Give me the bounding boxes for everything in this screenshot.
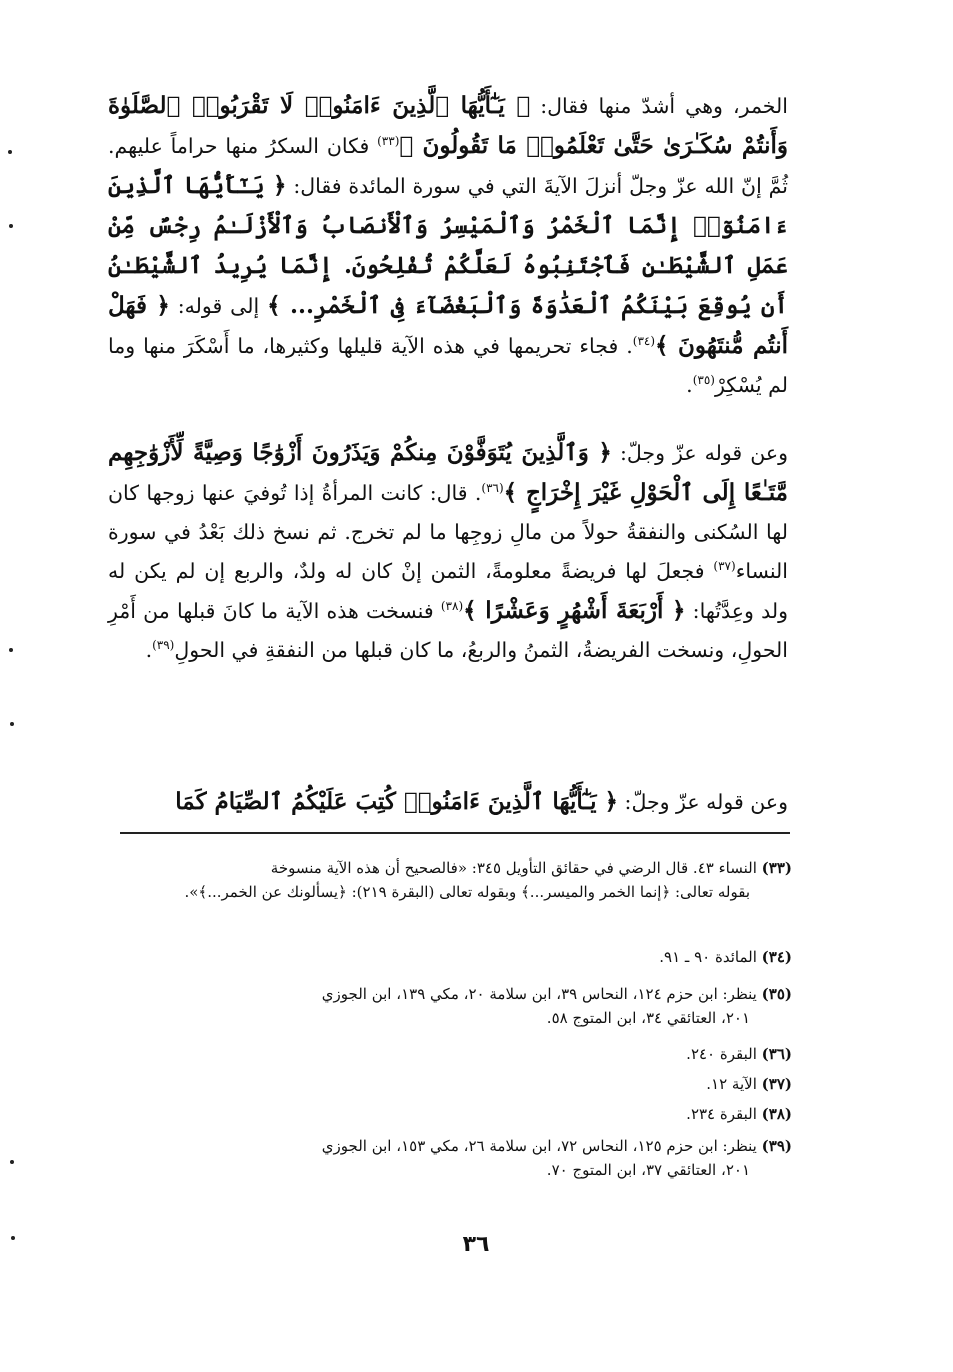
body-text-run: فكان السكرُ منها حراماً عليهم. ثُمَّ إنّ الله عزّ وجلّ أنزلَ الآيةَ التي في سورة المائدة فقال: [108,134,789,198]
footnote-38 [120,1102,792,1126]
scan-speck [9,648,13,652]
footnote-number: (٣٥) [761,985,792,1003]
footnote-37 [120,1072,792,1096]
body-text-run: . [686,373,693,397]
footnote-ref: (٣٣) [377,134,400,149]
quran-verse: ﴿ يَـٰٓأَيُّهَا ٱلَّذِينَ ءَامَنُوا۟ لَا تَقْرَبُوا۟ ٱلصَّلَوٰةَ وَأَنتُمْ سُكَـٰرَىٰ حَتَّىٰ تَعْلَمُوا۟ مَا تَقُولُونَ ﴾ [108,92,788,159]
quran-verse: ﴿ فَهَلْ أَنتُم مُّنتَهُونَ ﴾ [108,292,789,359]
body-text-run: . قال: كانت المرأةُ إذا تُوفيَ عنها زوجها كان لها السُكنى والنفقةُ حولاً من مالِ زوجِها ما لم تخرج. ثم نسخ ذلك بَعْدُ في سورة النساء [108,481,788,583]
footnote-continuation: ٢٠١، العتائقي ٣٤، ابن المتوج ٥٨. [546,1009,750,1027]
body-text-run: وعن قوله عزّ وجلّ: [611,441,788,465]
footnote-continuation: بقوله تعالى: ﴿إنما الخمر والميسر...﴾ وبقوله تعالى (البقرة ٢١٩): ﴿يسألونك عن الخمر...﴾». [184,883,750,901]
footnote-text: الآية ١٢. [706,1075,757,1093]
page-number: ٣٦ [462,1232,490,1257]
footnote-ref: (٣٨) [440,599,464,614]
quran-verse: ﴿ يَـٰٓأَيُّهَا ٱلَّذِينَ ءَامَنُوا۟ كُتِبَ عَلَيْكُمُ ٱلصِّيَامُ كَمَا [175,788,619,815]
paragraph-1 [108,86,788,405]
footnote-number: (٣٨) [761,1105,792,1123]
footnote-number: (٣٧) [761,1075,792,1093]
quran-verse: ﴿ وَٱلَّذِينَ يُتَوَفَّوْنَ مِنكُمْ وَيَذَرُونَ أَزْوَٰجًا وَصِيَّةً لِّأَزْوَٰجِهِم مَّتَـٰعًا إِلَى ٱلْحَوْلِ غَيْرَ إِخْرَاجٍ ﴾ [108,439,788,506]
footnote-ref: (٣٧) [713,559,736,574]
footnote-text: البقرة ٢٤٠. [686,1045,757,1063]
paragraph-2 [108,433,788,670]
footnote-39 [120,1134,792,1182]
body-text-run: الخمر، وهي أشدّ منها فقال: [530,94,788,118]
footnote-text: النساء ٤٣. قال الرضي في حقائق التأويل ٣٤٥: «فالصحيح أن هذه الآية منسوخة [270,859,757,877]
body-text-run: . فجاء تحريمها في هذه الآية قليلها وكثيرها، ما أَسْكَرَ منها وما لم يُسْكِرْ [108,334,788,397]
footnote-text: المائدة ٩٠ ـ ٩١. [659,948,757,966]
footnote-number: (٣٣) [761,859,792,877]
footnote-ref: (٣٤) [632,334,656,349]
scan-speck [8,150,12,154]
footnote-33 [120,856,792,904]
body-text-run: . [145,638,153,662]
footnote-34 [120,945,792,969]
footnote-text: ينظر: ابن حزم ١٢٥، النحاس ٧٢، ابن سلامة ٢٦، مكي ١٥٣، ابن الجوزي [321,1137,757,1155]
scan-speck [9,224,13,228]
paragraph-3 [108,782,788,822]
body-text-run: إلى قوله: [169,294,268,318]
footnote-number: (٣٤) [761,948,792,966]
footnote-35 [120,982,792,1030]
footnote-36 [120,1042,792,1066]
footnote-ref: (٣٥) [692,373,715,388]
body-text-run: فنسخت هذه الآية ما كانَ قبلها من أَمْرِ الحولِ، ونسخت الفريضةُ، الثمنُ والربعُ، ما كان قبلها من النفقةِ في الحولِ [108,599,788,662]
footnote-continuation: ٢٠١، العتائقي ٣٧، ابن المتوج ٧٠. [546,1161,750,1179]
footnote-number: (٣٩) [761,1137,792,1155]
scan-speck [10,722,14,726]
footnote-ref: (٣٦) [481,481,504,496]
scan-speck [11,1236,15,1240]
quran-verse: ﴿ أَرْبَعَةَ أَشْهُرٍ وَعَشْرًا ﴾ [463,597,686,624]
footnote-divider [120,832,790,834]
footnote-text: ينظر: ابن حزم ١٢٤، النحاس ٣٩، ابن سلامة ٢٠، مكي ١٣٩، ابن الجوزي [321,985,757,1003]
footnote-ref: (٣٩) [152,638,175,653]
body-text-run: وعن قوله عزّ وجلّ: [618,790,788,814]
quran-verse: ﴿ يَـٰٓأَيُّهَا ٱلَّذِينَ ءَامَنُوٓا۟ إِنَّمَا ٱلْخَمْرُ وَٱلْمَيْسِرُ وَٱلْأَنصَابُ وَٱلْأَزْلَـٰمُ رِجْسٌ مِّنْ عَمَلِ ٱلشَّيْطَـٰنِ فَٱجْتَنِبُوهُ لَعَلَّكُمْ تُفْلِحُونَ. إِنَّمَا يُرِيدُ ٱلشَّيْطَـٰنُ أَن يُوقِعَ بَيْنَكُمُ ٱلْعَدَٰوَةَ وَٱلْبَغْضَآءَ فِى ٱلْخَمْرِ... ﴾ [108,172,788,319]
scan-speck [10,1160,14,1164]
footnote-text: البقرة ٢٣٤. [686,1105,757,1123]
body-text-run: فجعلَ لها فريضةً معلومةً، الثمن إنْ كان له ولدٌ، والربع إن لم يكن له ولد وعِدَّتُها: [108,559,788,623]
footnote-number: (٣٦) [761,1045,792,1063]
